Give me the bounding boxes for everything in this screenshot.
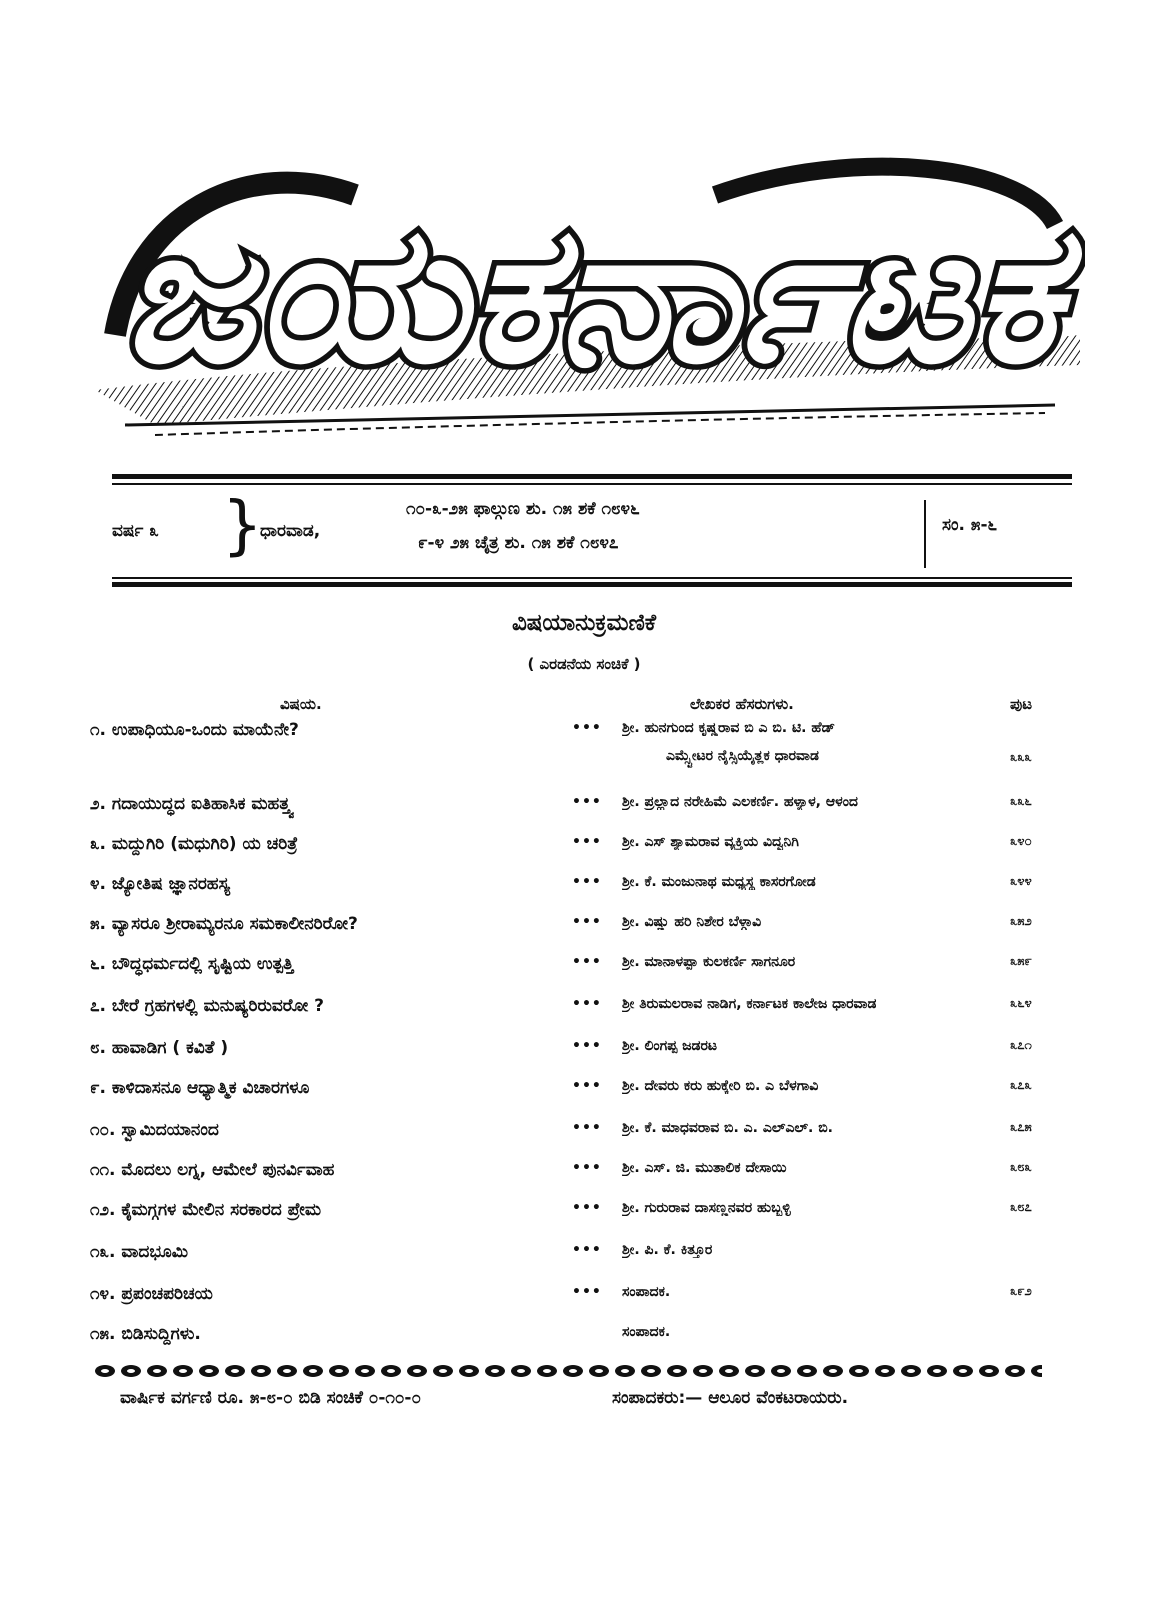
toc-author: ಸಂಪಾದಕ. bbox=[622, 1284, 671, 1300]
toc-dots: ••• bbox=[572, 1200, 602, 1216]
toc-dots: ••• bbox=[572, 1284, 602, 1300]
toc-page: ೩೫೯ bbox=[1010, 954, 1032, 969]
toc-page: ೩೫೨ bbox=[1010, 914, 1032, 929]
toc-author: ಶ್ರೀ ತಿರುಮಲರಾವ ನಾಡಿಗ, ಕರ್ನಾಟಕ ಕಾಲೇಜ ಧಾರವಾಡ bbox=[622, 996, 877, 1012]
toc-author: ಶ್ರೀ. ಪ್ರಲ್ಹಾದ ನರೇಹಿಮೆ ಎಲಕರ್ಣಿ. ಹಳ್ಯಾಳ, ಆಳಂದ bbox=[622, 794, 858, 810]
top-rule-thick bbox=[112, 474, 1072, 479]
toc-dots: ••• bbox=[572, 1078, 602, 1094]
toc-subject: ೧೫. ಬಿಡಿಸುದ್ದಿಗಳು. bbox=[90, 1324, 201, 1344]
toc-dots: ••• bbox=[572, 1242, 602, 1258]
toc-author: ಶ್ರೀ. ಮಾನಾಳಪ್ಪಾ ಕುಲಕರ್ಣಿ ಸಾಗನೂರ bbox=[622, 954, 796, 970]
toc-row-12 bbox=[0, 1200, 1168, 1230]
toc-page: ೩೩೩ bbox=[1010, 750, 1032, 765]
toc-subject: ೧೨. ಕೈಮಗ್ಗಗಳ ಮೇಲಿನ ಸರಕಾರದ ಪ್ರೇಮ bbox=[90, 1200, 322, 1220]
toc-author: ಶ್ರೀ. ಎಸ್ ಶ್ಯಾಮರಾವ ವ್ಯಕ್ತಿಯ ವಿದ್ವನಿಗಿ bbox=[622, 834, 799, 850]
toc-page: ೩೮೭ bbox=[1010, 1200, 1032, 1215]
toc-row-3 bbox=[0, 834, 1168, 864]
toc-subject: ೧೧. ಮೊದಲು ಲಗ್ನ, ಆಮೇಲೆ ಪುನರ್ವಿವಾಹ bbox=[90, 1160, 335, 1180]
toc-dots: ••• bbox=[572, 834, 602, 850]
col-author-header: ಲೇಖಕರ ಹೆಸರುಗಳು. bbox=[690, 695, 794, 713]
toc-page: ೩೭೧ bbox=[1010, 1038, 1032, 1053]
toc-row-7 bbox=[0, 996, 1168, 1026]
toc-dots: ••• bbox=[572, 914, 602, 930]
toc-row-1 bbox=[0, 720, 1168, 750]
toc-author: ಸಂಪಾದಕ. bbox=[622, 1324, 671, 1340]
toc-row-13 bbox=[0, 1242, 1168, 1272]
toc-author-continued: ಎಮ್ಸ್ಟೇಟರ ನೈಸ್ಸಿಯೈತ್ಲಕ ಧಾರವಾಡ bbox=[666, 748, 819, 764]
toc-author: ಶ್ರೀ. ವಿಷ್ಣು ಹರಿ ನಿಶೇರ ಬೆಳ್ಗಾವಿ bbox=[622, 914, 762, 930]
toc-row-9 bbox=[0, 1078, 1168, 1108]
toc-title: ವಿಷಯಾನುಕ್ರಮಣಿಕೆ bbox=[511, 610, 657, 636]
bottom-rule-thin bbox=[112, 577, 1072, 579]
toc-page: ೩೮೩ bbox=[1010, 1160, 1032, 1175]
toc-author: ಶ್ರೀ. ಎಸ್. ಜಿ. ಮುತಾಲಿಕ ದೇಸಾಯಿ bbox=[622, 1160, 787, 1176]
toc-subject: ೫. ವ್ಯಾಸರೂ ಶ್ರೀರಾಮ್ಯರನೂ ಸಮಕಾಲೀನರಿರೋ? bbox=[90, 914, 358, 934]
issue-number: ಸಂ. ೫-೬ bbox=[942, 515, 998, 535]
toc-row-15 bbox=[0, 1324, 1168, 1354]
toc-row-6 bbox=[0, 954, 1168, 984]
date-line-1: ೧೦-೩-೨೫ ಫಾಲ್ಗುಣ ಶು. ೧೫ ಶಕೆ ೧೮೪೬ bbox=[406, 499, 640, 519]
col-subject-header: ವಿಷಯ. bbox=[280, 695, 322, 713]
toc-row-14 bbox=[0, 1284, 1168, 1314]
toc-dots: ••• bbox=[572, 794, 602, 810]
toc-subject: ೮. ಹಾವಾಡಿಗ ( ಕವಿತೆ ) bbox=[90, 1038, 229, 1058]
toc-row-10 bbox=[0, 1120, 1168, 1150]
toc-row-11 bbox=[0, 1160, 1168, 1190]
ornamental-border bbox=[92, 1360, 1042, 1382]
masthead-logo bbox=[95, 135, 1085, 455]
toc-subject: ೪. ಜ್ಯೋತಿಷ ಜ್ಞಾನರಹಸ್ಯ bbox=[90, 874, 230, 894]
toc-dots: ••• bbox=[572, 954, 602, 970]
toc-row-5 bbox=[0, 914, 1168, 944]
toc-subject: ೯. ಕಾಳಿದಾಸನೂ ಆಧ್ಯಾತ್ಮಿಕ ವಿಚಾರಗಳೂ bbox=[90, 1078, 310, 1098]
date-line-2: ೯-೪ ೨೫ ಚೈತ್ರ ಶು. ೧೫ ಶಕೆ ೧೮೪೭ bbox=[418, 533, 619, 553]
subscription-info: ವಾರ್ಷಿಕ ವರ್ಗಣಿ ರೂ. ೫-೮-೦ ಬಿಡಿ ಸಂಚಿಕೆ ೦-೧೦-೦ bbox=[120, 1388, 421, 1408]
toc-subject: ೩. ಮದ್ದುಗಿರಿ (ಮಧುಗಿರಿ) ಯ ಚರಿತ್ರೆ bbox=[90, 834, 298, 854]
bottom-rule-thick bbox=[112, 582, 1072, 587]
toc-dots: ••• bbox=[572, 1120, 602, 1136]
toc-subject: ೭. ಬೇರೆ ಗ್ರಹಗಳಲ್ಲಿ ಮನುಷ್ಯರಿರುವರೋ ? bbox=[90, 996, 324, 1016]
toc-author: ಶ್ರೀ. ಹುನಗುಂದ ಕೃಷ್ಣರಾವ ಬಿ ಎ ಬಿ. ಟಿ. ಹೆಡ್ bbox=[622, 720, 836, 736]
toc-dots: ••• bbox=[572, 996, 602, 1012]
left-brace-icon: } bbox=[222, 489, 263, 563]
toc-page: ೩೩೬ bbox=[1010, 794, 1032, 809]
volume-label: ವರ್ಷ ೩ bbox=[112, 521, 159, 541]
toc-dots: ••• bbox=[572, 1160, 602, 1176]
toc-author: ಶ್ರೀ. ಗುರುರಾವ ದಾಸಣ್ಣನವರ ಹುಬ್ಬಳ್ಳಿ bbox=[622, 1200, 791, 1216]
toc-author: ಶ್ರೀ. ಲಿಂಗಪ್ಪ ಜಡರಟ bbox=[622, 1038, 718, 1054]
place-label: ಧಾರವಾಡ, bbox=[260, 521, 321, 541]
toc-author: ಶ್ರೀ. ದೇವರು ಕರು ಹುಕ್ಕೇರಿ ಬಿ. ಎ ಬೆಳಗಾವಿ bbox=[622, 1078, 819, 1094]
toc-dots: ••• bbox=[572, 1038, 602, 1054]
toc-dots: ••• bbox=[572, 720, 602, 736]
editor-info: ಸಂಪಾದಕರು:— ಆಲೂರ ವೆಂಕಟರಾಯರು. bbox=[612, 1388, 849, 1408]
toc-subject: ೧೦. ಸ್ವಾಮಿದಯಾನಂದ bbox=[90, 1120, 219, 1140]
toc-row-4 bbox=[0, 874, 1168, 904]
toc-row-8 bbox=[0, 1038, 1168, 1068]
toc-subtitle: ( ಎರಡನೆಯ ಸಂಚಿಕೆ ) bbox=[527, 655, 641, 673]
toc-dots: ••• bbox=[572, 874, 602, 890]
toc-subject: ೧೩. ವಾದಭೂಮಿ bbox=[90, 1242, 189, 1262]
top-rule-thin bbox=[112, 483, 1072, 485]
toc-author: ಶ್ರೀ. ಪಿ. ಕೆ. ಕಿತ್ತೂರ bbox=[622, 1242, 713, 1258]
col-page-header: ಪುಟ bbox=[1010, 695, 1033, 713]
toc-page: ೩೭೫ bbox=[1010, 1120, 1032, 1135]
toc-row-2 bbox=[0, 794, 1168, 824]
toc-author: ಶ್ರೀ. ಕೆ. ಮಾಧವರಾವ ಬಿ. ಎ. ಎಲ್ಎಲ್. ಬಿ. bbox=[622, 1120, 833, 1136]
toc-subject: ೧೪. ಪ್ರಪಂಚಪರಿಚಯ bbox=[90, 1284, 213, 1304]
toc-page: ೩೯೨ bbox=[1010, 1284, 1032, 1299]
toc-page: ೩೬೪ bbox=[1010, 996, 1032, 1011]
toc-subject: ೧. ಉಪಾಧಿಯೂ-ಒಂದು ಮಾಯೆನೇ? bbox=[90, 720, 299, 740]
issue-info-box bbox=[112, 489, 1072, 575]
toc-page: ೩೪೦ bbox=[1010, 834, 1032, 849]
toc-subject: ೨. ಗದಾಯುದ್ಧದ ಐತಿಹಾಸಿಕ ಮಹತ್ತ್ವ bbox=[90, 794, 293, 814]
logo-text: ಜಯಕರ್ನಾಟಕ bbox=[120, 184, 1085, 405]
toc-page: ೩೪೪ bbox=[1010, 874, 1032, 889]
toc-page: ೩೭೩ bbox=[1010, 1078, 1032, 1093]
divider-bar bbox=[924, 500, 926, 568]
toc-author: ಶ್ರೀ. ಕೆ. ಮಂಜುನಾಥ ಮಧ್ಯಸ್ಥ ಕಾಸರಗೋಡ bbox=[622, 874, 816, 890]
toc-subject: ೬. ಬೌದ್ಧಧರ್ಮದಲ್ಲಿ ಸೃಷ್ಟಿಯ ಉತ್ಪತ್ತಿ bbox=[90, 954, 294, 974]
